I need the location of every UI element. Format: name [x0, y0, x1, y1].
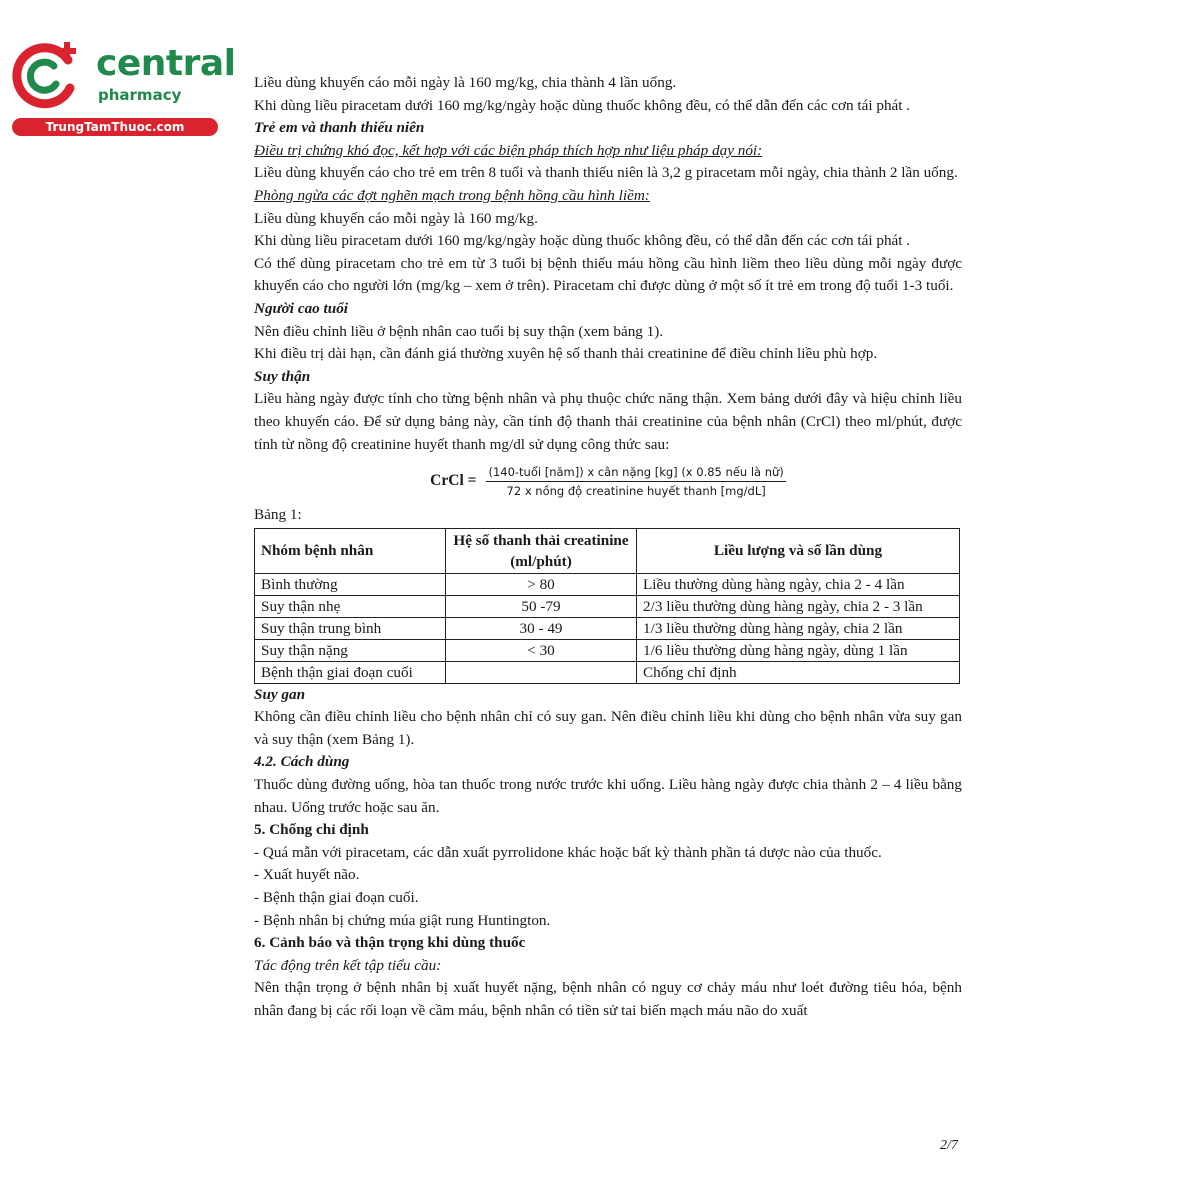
subsection-heading: Điều trị chứng khó đọc, kết hợp với các biện pháp thích hợp như liệu pháp dạy nói:: [254, 141, 763, 159]
section-heading: Người cao tuổi: [254, 299, 349, 317]
table-cell: Bệnh thận giai đoạn cuối: [255, 661, 446, 683]
section-heading: 6. Cảnh báo và thận trọng khi dùng thuốc: [254, 934, 526, 952]
table-row: [255, 661, 960, 683]
section-heading: Suy gan: [254, 685, 306, 703]
section-heading: 5. Chống chỉ định: [254, 821, 369, 839]
paragraph: Liều dùng khuyến cáo cho trẻ em trên 8 tuổi và thanh thiếu niên là 3,2 g piracetam mỗi ngày, chia thành 2 lần uống.: [254, 164, 958, 182]
logo-name: central: [96, 43, 236, 84]
crcl-formula: [254, 460, 962, 502]
paragraph: Thuốc dùng đường uống, hòa tan thuốc trong nước trước khi uống. Liều hàng ngày được chia thành 2 – 4 liều bằng nhau. Uống trước hoặc sau ăn.: [254, 776, 962, 816]
table-cell: [446, 661, 637, 683]
table-cell: 1/6 liều thường dùng hàng ngày, dùng 1 lần: [637, 639, 960, 661]
paragraph: Khi điều trị dài hạn, cần đánh giá thường xuyên hệ số thanh thải creatinine để điều chỉnh liều phù hợp.: [254, 345, 878, 363]
table-row: [255, 573, 960, 595]
table-cell: Chống chỉ định: [637, 661, 960, 683]
table-cell: 1/3 liều thường dùng hàng ngày, chia 2 lần: [637, 617, 960, 639]
list-item: - Bệnh nhân bị chứng múa giật rung Huntington.: [254, 911, 551, 929]
table-cell: > 80: [446, 573, 637, 595]
logo-site: TrungTamThuoc.com: [12, 118, 218, 136]
paragraph: Khi dùng liều piracetam dưới 160 mg/kg/ngày hoặc dùng thuốc không đều, có thể dẫn đến các cơn tái phát .: [254, 232, 911, 250]
table-cell: Suy thận nhẹ: [255, 595, 446, 617]
paragraph: Liều dùng khuyến cáo mỗi ngày là 160 mg/kg, chia thành 4 lần uống.: [254, 74, 677, 91]
table-cell: 2/3 liều thường dùng hàng ngày, chia 2 - 3 lần: [637, 595, 960, 617]
table-cell: 30 - 49: [446, 617, 637, 639]
table-cell: < 30: [446, 639, 637, 661]
table-row: [255, 639, 960, 661]
table-header: Nhóm bệnh nhân: [255, 528, 446, 573]
document-page: [254, 72, 962, 1023]
paragraph: Nên điều chỉnh liều ở bệnh nhân cao tuổi bị suy thận (xem bảng 1).: [254, 322, 664, 340]
list-item: - Quá mẫn với piracetam, các dẫn xuất pyrrolidone khác hoặc bất kỳ thành phần tá dược nào của thuốc.: [254, 843, 882, 861]
paragraph: Liều hàng ngày được tính cho từng bệnh nhân và phụ thuộc chức năng thận. Xem bảng dưới đây và hiệu chỉnh liều theo khuyến cáo. Để sử dụng bảng này, cần tính độ thanh thải creatinine của bệnh nhân (CrCl) theo ml/phút, được tính từ nồng độ creatinine huyết thanh mg/dl sử dụng công thức sau:: [254, 390, 962, 453]
paragraph: Liều dùng khuyến cáo mỗi ngày là 160 mg/kg.: [254, 209, 538, 227]
table-cell: Bình thường: [255, 573, 446, 595]
table-cell: Liều thường dùng hàng ngày, chia 2 - 4 lần: [637, 573, 960, 595]
section-heading: Trẻ em và thanh thiếu niên: [254, 119, 425, 137]
table-header: Hệ số thanh thải creatinine (ml/phút): [446, 528, 637, 573]
formula-numerator: (140-tuổi [năm]) x cân nặng [kg] (x 0.85 nếu là nữ): [486, 465, 785, 482]
paragraph: Nên thận trọng ở bệnh nhân bị xuất huyết nặng, bệnh nhân có nguy cơ chảy máu như loét đường tiêu hóa, bệnh nhân đang bị các rối loạn về cầm máu, bệnh nhân có tiền sử tai biến mạch máu não do xuất: [254, 979, 962, 1019]
table-row: [255, 617, 960, 639]
formula-denominator: 72 x nồng độ creatinine huyết thanh [mg/dL]: [506, 483, 766, 498]
formula-lhs: CrCl =: [430, 472, 477, 490]
page-number: 2/7: [940, 1138, 958, 1153]
section-heading: 4.2. Cách dùng: [254, 753, 350, 771]
table-header: Liều lượng và số lần dùng: [637, 528, 960, 573]
paragraph: Không cần điều chỉnh liều cho bệnh nhân chỉ có suy gan. Nên điều chỉnh liều khi dùng cho bệnh nhân vừa suy gan và suy thận (xem Bảng 1).: [254, 708, 962, 748]
table-row: [255, 595, 960, 617]
subsection-heading: Phòng ngừa các đợt nghẽn mạch trong bệnh hồng cầu hình liềm:: [254, 186, 650, 204]
table-cell: Suy thận trung bình: [255, 617, 446, 639]
table-header-row: [255, 528, 960, 573]
table-cell: 50 -79: [446, 595, 637, 617]
table-cell: Suy thận nặng: [255, 639, 446, 661]
central-pharmacy-logo-icon: [10, 38, 82, 110]
paragraph: Có thể dùng piracetam cho trẻ em từ 3 tuổi bị bệnh thiếu máu hồng cầu hình liềm theo liều dùng mỗi ngày được khuyến cáo cho người lớn (mg/kg – xem ở trên). Piracetam chỉ được dùng ở một số ít trẻ em trong độ tuổi 1-3 tuổi.: [254, 254, 962, 295]
list-item: - Xuất huyết não.: [254, 866, 360, 884]
subsection-heading: Tác động trên kết tập tiểu cầu:: [254, 956, 442, 974]
logo-sub: pharmacy: [98, 86, 182, 104]
dosage-table: [254, 528, 960, 684]
list-item: - Bệnh thận giai đoạn cuối.: [254, 889, 419, 907]
section-heading: Suy thận: [254, 367, 311, 385]
formula-fraction: [486, 465, 785, 498]
table-caption: Bảng 1:: [254, 506, 302, 524]
paragraph: Khi dùng liều piracetam dưới 160 mg/kg/ngày hoặc dùng thuốc không đều, có thể dẫn đến các cơn tái phát .: [254, 96, 911, 114]
brand-logo: [10, 38, 236, 138]
